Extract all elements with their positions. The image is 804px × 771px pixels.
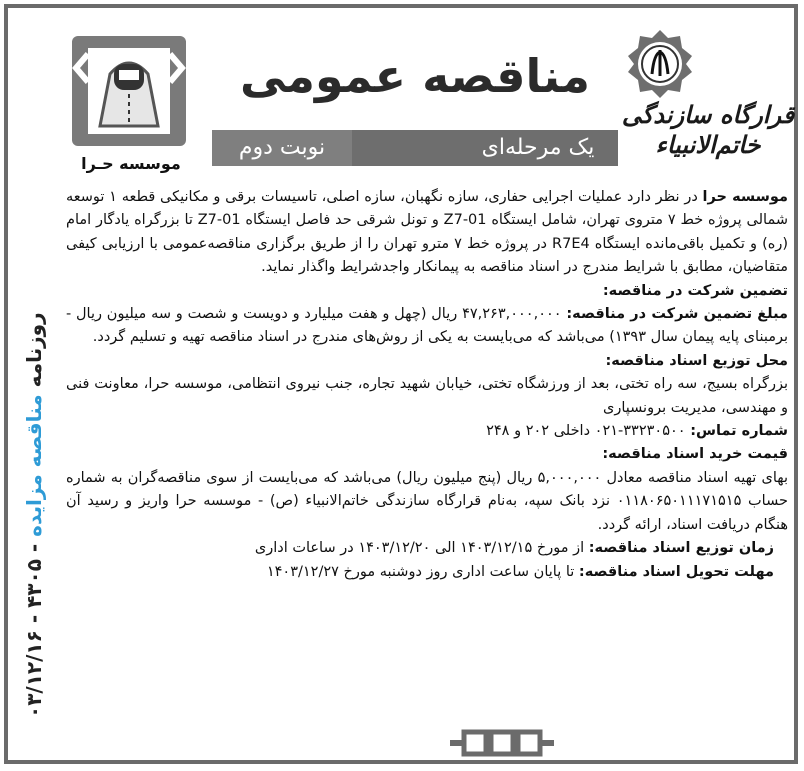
price-text: بهای تهیه اسناد مناقصه معادل ۵,۰۰۰,۰۰۰ ریال (پنج میلیون ریال) می‌باشد که می‌بایست از سوی مناقصه‌گران به شماره حساب ۰۱۱۸۰۶۵۰۱۱۱۷۱۵۱۵ نزد بانک سپه، به‌نام قرارگاه سازندگی خاتم‌الانبیاء (ص) - موسسه حرا واریز و رسید آن هنگام دریافت اسناد، ارائه گردد. [66, 469, 788, 533]
newspaper-prefix: روزنامه [22, 312, 46, 388]
brand-text: قرارگاه سازندگی خاتم‌الانبیاء [621, 100, 795, 159]
tender-info-bar [212, 130, 618, 166]
issue-info: - ۴۳۰۵ - ۰۳/۱۲/۱۶ [22, 543, 46, 718]
intro-org: موسسه حرا [702, 189, 788, 205]
contact-paragraph [66, 420, 788, 443]
frame-bottom [4, 760, 798, 764]
frame-left [4, 4, 8, 764]
deadline-label: مهلت تحویل اسناد مناقصه: [578, 563, 774, 580]
guarantee-heading: تضمین شرکت در مناقصه: [602, 282, 788, 299]
emblem-icon [624, 28, 696, 100]
price-heading: قیمت خرید اسناد مناقصه: [602, 446, 788, 463]
guarantee-text: ۴۷,۲۶۳,۰۰۰,۰۰۰ ریال (چهل و هفت میلیارد و دویست و شصت و سه میلیون ریال - برمبنای پایه پیمان سال ۱۳۹۳) می‌باشد که می‌بایست به یکی از روش‌های مندرج در اسناد مناقصه تهیه و تسلیم گردد. [66, 306, 788, 346]
chain-ornament-icon [450, 728, 554, 758]
intro-text: در نظر دارد عملیات اجرایی حفاری، سازه نگهبان، سازه اصلی، تاسیسات برقی و مکانیکی قطعه ۱ توسعه شمالی پروژه خط ۷ متروی تهران، شامل ایستگاه Z7-01 و تونل شرقی حد فاصل ایستگاه Z7-01 تا بزرگراه یادگار امام (ره) و تکمیل باقی‌مانده ایستگاه R7E4 در پروژه خط ۷ مترو تهران را از طریق برگزاری مناقصه‌عمومی با ارزیابی کیفی متقاضیان، مطابق با شرایط مندرج در اسناد مناقصه به پیمانکار واجد‌شرایط واگذار نماید. [66, 189, 788, 276]
frame-top [4, 4, 798, 8]
time-paragraph [66, 537, 788, 560]
newspaper-footer [22, 300, 56, 730]
intro-paragraph [66, 186, 788, 280]
time-text: از مورخ ۱۴۰۳/۱۲/۱۵ الی ۱۴۰۳/۱۲/۲۰ در ساعات اداری [254, 540, 589, 557]
newspaper-name: مناقصه مزایده [22, 394, 46, 537]
guarantee-label: مبلغ تضمین شرکت در مناقصه: [566, 306, 788, 323]
tunnel-logo-icon [70, 34, 188, 148]
page-title: مناقصه عمومی [239, 49, 590, 103]
time-label: زمان توزیع اسناد مناقصه: [588, 540, 774, 557]
deadline-paragraph [66, 561, 788, 584]
org-caption: موسسه حـرا [81, 154, 181, 173]
distribution-heading: محل توزیع اسناد مناقصه: [605, 352, 788, 369]
deadline-text: تا پایان ساعت اداری روز دوشنبه مورخ ۱۴۰۳/۱۲/۲۷ [266, 563, 579, 580]
round-label: نوبت دوم [212, 130, 352, 166]
distribution-text: بزرگراه بسیج، سه راه تختی، بعد از ورزشگاه تختی، خیابان شهید تجاره، جنب نیروی انتظامی، موسسه حرا، معاونت فنی و مهندسی، مدیریت برونسپاری [66, 376, 788, 416]
contact-text: ۳۳۲۳۰۵۰۰-۰۲۱ داخلی ۲۰۲ و ۲۴۸ [486, 423, 691, 440]
contact-label: شماره تماس: [690, 423, 788, 440]
stage-label: یک مرحله‌ای [481, 135, 595, 160]
tender-body [66, 186, 788, 706]
guarantee-paragraph [66, 303, 788, 350]
